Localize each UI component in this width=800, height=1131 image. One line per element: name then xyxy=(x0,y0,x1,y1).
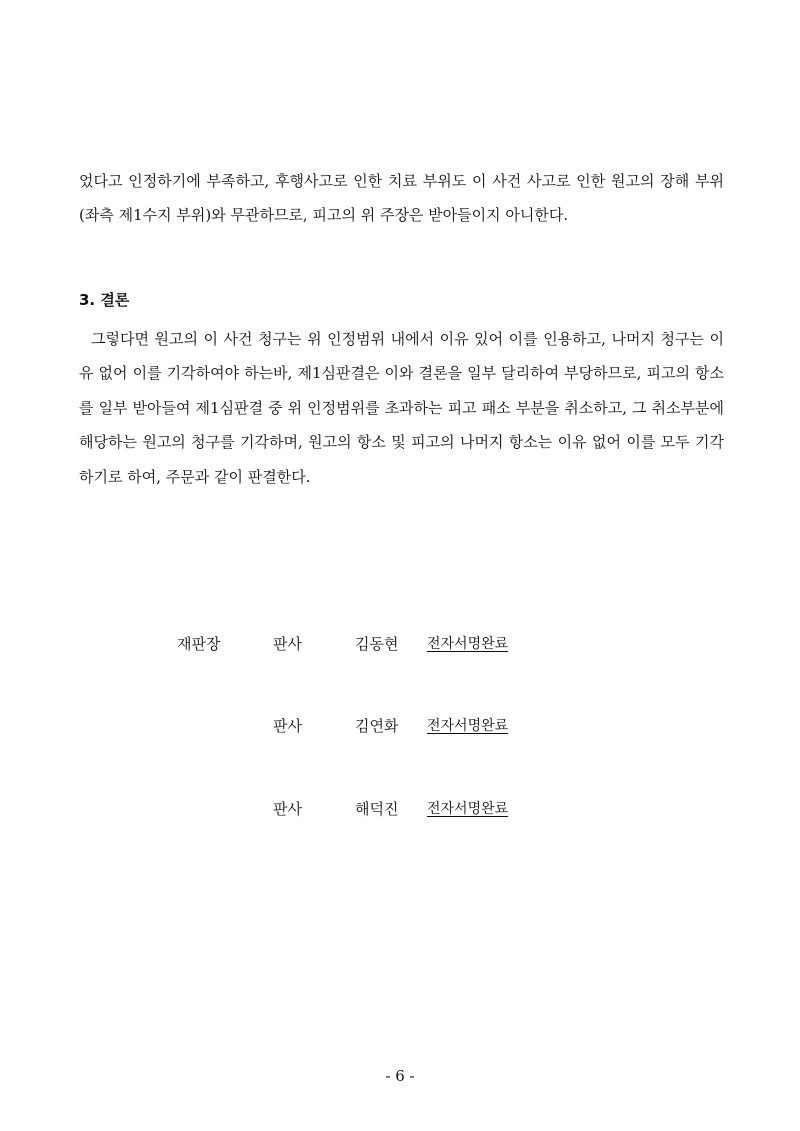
e-signature-status: 전자서명완료 xyxy=(427,636,509,652)
page-number: - 6 - xyxy=(385,1067,415,1085)
e-signature-status: 전자서명완료 xyxy=(427,801,509,817)
signature-role: 판사 xyxy=(273,635,302,653)
judge-name: 해덕진 xyxy=(355,800,399,818)
continuation-paragraph: 었다고 인정하기에 부족하고, 후행사고로 인한 치료 부위도 이 사건 사고로 인한 원고의 장해 부위(좌측 제1수지 부위)와 무관하므로, 피고의 위 주장은 받아들이지 아니한다. xyxy=(79,172,724,225)
judge-name: 김연화 xyxy=(355,717,399,735)
signature-role: 판사 xyxy=(273,800,302,818)
judge-name: 김동현 xyxy=(355,635,399,653)
conclusion-paragraph: 그렇다면 원고의 이 사건 청구는 위 인정범위 내에서 이유 있어 이를 인용하고, 나머지 청구는 이유 없어 이를 기각하여야 하는바, 제1심판결은 이와 결론을 일부 달리하여 부당하므로, 피고의 항소를 일부 받아들여 제1심판결 중 위 인정범위를 초과하는 피고 패소 부분을 취소하고, 그 취소부분에 해당하는 원고의 청구를 기각하며, 원고의 항소 및 피고의 나머지 항소는 이유 없어 이를 모두 기각하기로 하여, 주문과 같이 판결한다. xyxy=(79,330,724,486)
signature-role: 판사 xyxy=(273,717,302,735)
signature-title: 재판장 xyxy=(177,635,221,653)
e-signature-status: 전자서명완료 xyxy=(427,718,509,734)
section-heading-conclusion: 3. 결론 xyxy=(79,291,130,309)
